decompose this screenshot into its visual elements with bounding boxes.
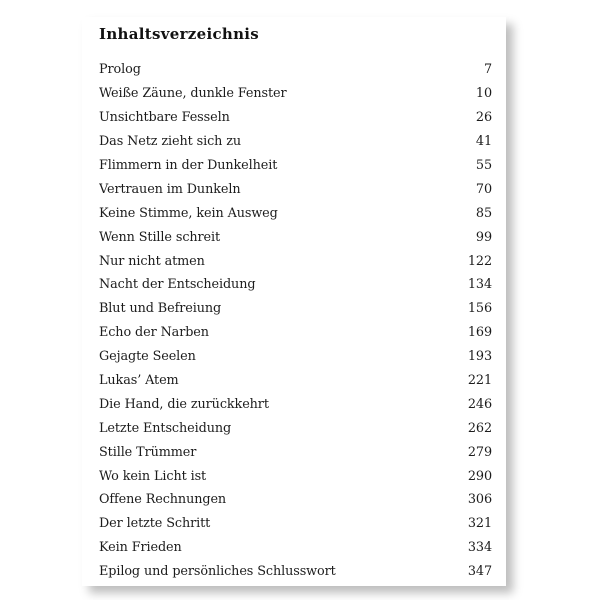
toc-entry-title: Kein Frieden [99,540,182,556]
toc-entry-row [99,130,492,154]
toc-entry-title: Unsichtbare Fesseln [99,110,230,126]
toc-entry-row [99,297,492,321]
toc-entry-page-number: 290 [467,468,492,484]
toc-entry-row [99,560,492,584]
toc-entry-row [99,106,492,130]
toc-entry-row [99,345,492,369]
toc-entry-row [99,177,492,201]
toc-entry-row [99,464,492,488]
toc-entry-row [99,416,492,440]
toc-entry-page-number: 221 [467,373,492,389]
toc-entry-title: Die Hand, die zurückkehrt [99,396,269,412]
toc-entry-row [99,58,492,82]
toc-entry-title: Nacht der Entscheidung [99,277,256,293]
toc-entry-page-number: 334 [467,540,492,556]
toc-entry-row [99,512,492,536]
toc-entry-page-number: 279 [467,444,492,460]
toc-entry-title: Echo der Narben [99,325,209,341]
toc-entry-page-number: 10 [475,86,492,102]
toc-entry-title: Das Netz zieht sich zu [99,134,242,150]
toc-entry-row [99,201,492,225]
toc-entry-page-number: 122 [467,253,492,269]
toc-entry-row [99,249,492,273]
toc-entry-title: Flimmern in der Dunkelheit [99,158,278,173]
toc-entry-row [99,536,492,560]
toc-list [99,58,492,584]
toc-entry-page-number: 246 [467,396,492,412]
toc-entry-row [99,369,492,393]
toc-entry-title: Nur nicht atmen [99,253,205,269]
toc-entry-title: Epilog und persönliches Schlusswort [99,564,336,580]
toc-entry-title: Gejagte Seelen [99,349,196,365]
toc-entry-page-number: 85 [475,205,492,221]
toc-entry-title: Vertrauen im Dunkeln [99,181,241,197]
toc-entry-page-number: 347 [467,564,492,580]
toc-entry-title: Der letzte Schritt [99,516,211,532]
toc-entry-row [99,321,492,345]
toc-entry-row [99,225,492,249]
toc-entry-title: Wenn Stille schreit [99,229,221,245]
toc-entry-row [99,273,492,297]
toc-entry-title: Prolog [99,62,141,78]
toc-entry-page-number: 99 [475,229,492,245]
toc-entry-page-number: 7 [483,62,492,78]
toc-title: Inhaltsverzeichnis [99,25,260,43]
toc-entry-title: Keine Stimme, kein Ausweg [99,205,278,221]
toc-entry-page-number: 169 [467,325,492,341]
toc-entry-page-number: 26 [475,110,492,126]
toc-entry-title: Stille Trümmer [99,444,197,460]
toc-entry-page-number: 55 [475,158,492,173]
toc-entry-row [99,82,492,106]
toc-entry-title: Wo kein Licht ist [99,468,207,484]
toc-entry-page-number: 41 [475,134,492,150]
toc-entry-page-number: 262 [467,420,492,436]
toc-entry-row [99,440,492,464]
toc-entry-title: Lukas’ Atem [99,373,179,389]
toc-entry-page-number: 306 [467,492,492,508]
toc-entry-row [99,154,492,178]
toc-entry-title: Blut und Befreiung [99,301,222,317]
toc-entry-page-number: 321 [467,516,492,532]
toc-entry-page-number: 70 [475,181,492,197]
toc-entry-row [99,392,492,416]
toc-page-sheet [82,17,506,586]
toc-entry-title: Offene Rechnungen [99,492,227,508]
toc-entry-title: Weiße Zäune, dunkle Fenster [99,86,287,102]
toc-entry-page-number: 156 [467,301,492,317]
toc-entry-page-number: 134 [467,277,492,293]
toc-entry-title: Letzte Entscheidung [99,420,232,436]
toc-entry-page-number: 193 [467,349,492,365]
toc-entry-row [99,488,492,512]
